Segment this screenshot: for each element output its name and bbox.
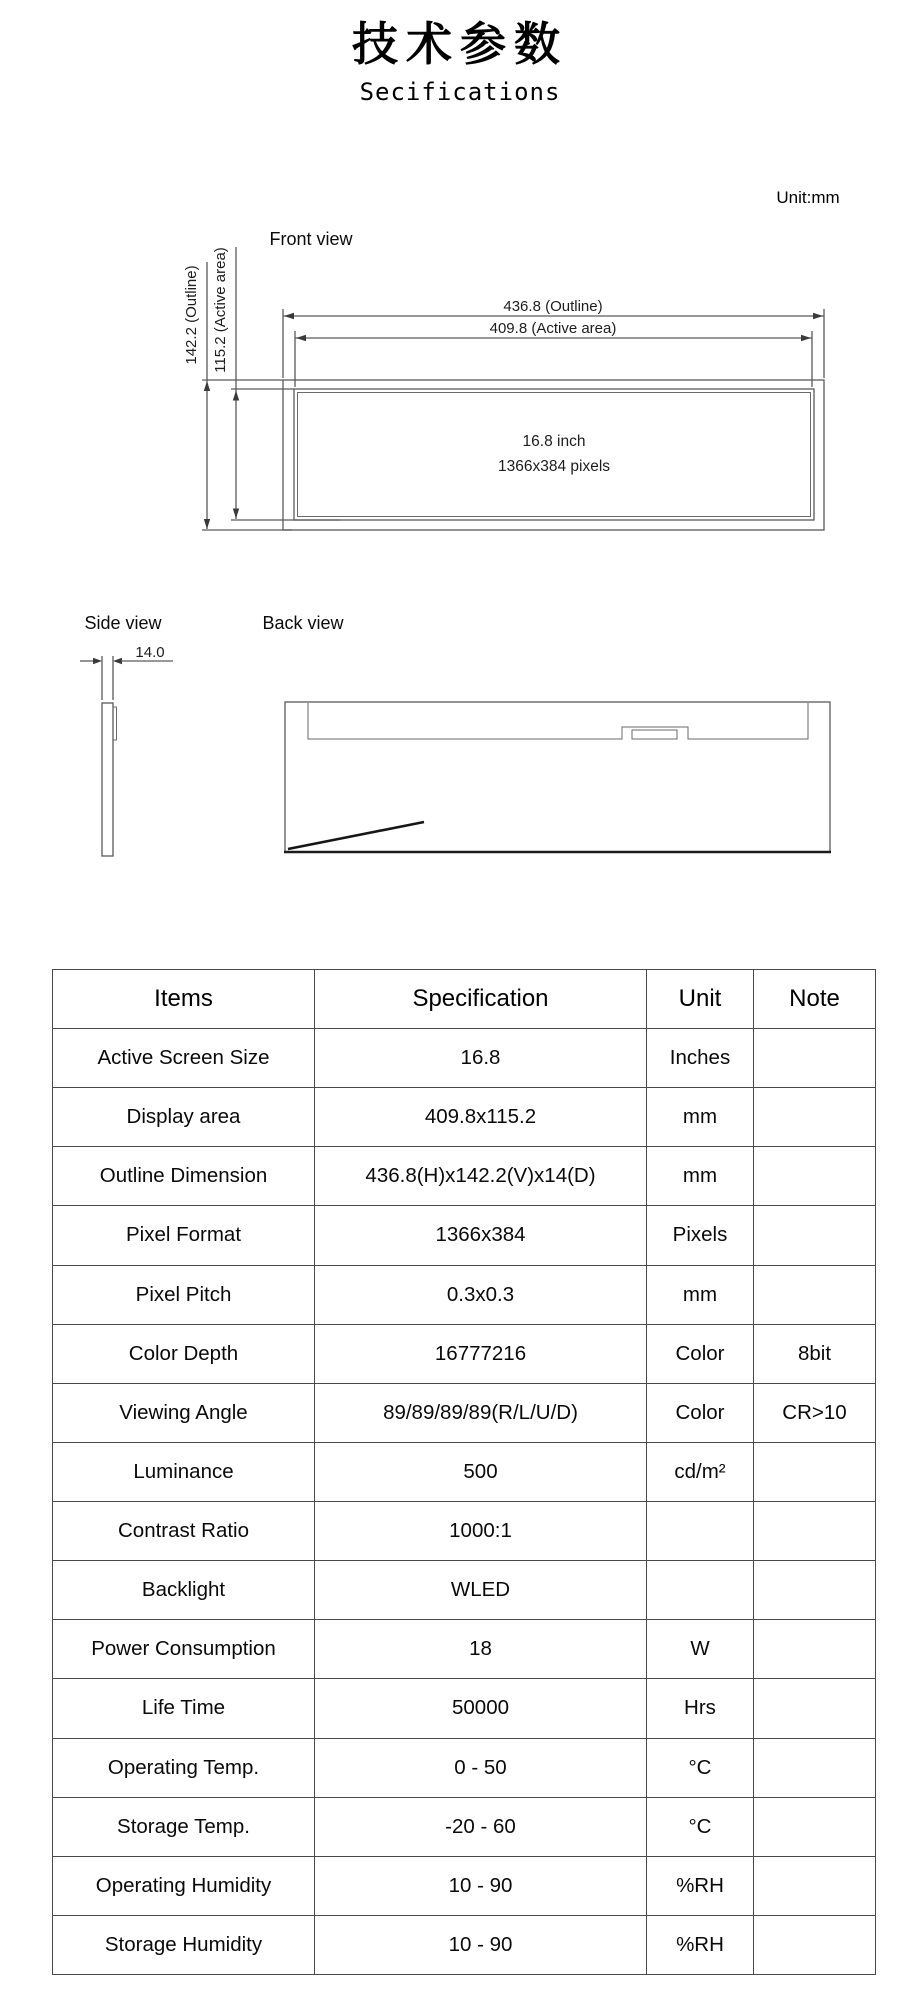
cell-item: Pixel Pitch [53,1265,315,1324]
table-row [53,1797,876,1856]
cell-item: Operating Humidity [53,1856,315,1915]
table-row [53,1206,876,1265]
cell-note: CR>10 [754,1383,876,1442]
side-panel-shape [102,703,113,856]
front-active-area-rect [294,389,814,520]
header-specification: Specification [315,970,647,1029]
front-active-height-dim: 115.2 (Active area) [212,247,229,373]
header-unit: Unit [647,970,754,1029]
back-connector [632,730,677,739]
cell-item: Contrast Ratio [53,1502,315,1561]
back-panel-rect [285,702,830,852]
back-view-label: Back view [262,613,344,633]
header-note: Note [754,970,876,1029]
spec-table [52,969,876,1975]
cell-unit: %RH [647,1856,754,1915]
cell-spec: 436.8(H)x142.2(V)x14(D) [315,1147,647,1206]
table-row [53,1561,876,1620]
cell-spec: 18 [315,1620,647,1679]
cell-item: Display area [53,1088,315,1147]
cell-spec: 16.8 [315,1029,647,1088]
cell-unit: Color [647,1383,754,1442]
cell-unit: °C [647,1738,754,1797]
side-view-label: Side view [84,613,162,633]
cell-unit: W [647,1620,754,1679]
cell-unit: °C [647,1797,754,1856]
cell-note [754,1206,876,1265]
cell-note [754,1738,876,1797]
cell-item: Outline Dimension [53,1147,315,1206]
cell-spec: 1000:1 [315,1502,647,1561]
cell-item: Backlight [53,1561,315,1620]
cell-note [754,1265,876,1324]
cell-spec: 10 - 90 [315,1915,647,1974]
table-row [53,1324,876,1383]
page-subtitle: Secifications [359,78,561,106]
table-row [53,1502,876,1561]
cell-unit: %RH [647,1915,754,1974]
cell-spec: 89/89/89/89(R/L/U/D) [315,1383,647,1442]
cell-note [754,1797,876,1856]
cell-note [754,1915,876,1974]
cell-note [754,1679,876,1738]
table-row [53,1088,876,1147]
cell-spec: 10 - 90 [315,1856,647,1915]
cell-note [754,1442,876,1501]
front-active-width-dim: 409.8 (Active area) [489,320,617,337]
cell-unit: Color [647,1324,754,1383]
table-row [53,1856,876,1915]
cell-unit: mm [647,1088,754,1147]
cell-item: Life Time [53,1679,315,1738]
cell-spec: -20 - 60 [315,1797,647,1856]
cell-note [754,1029,876,1088]
back-inner-recess [308,703,808,739]
spec-table-container [52,969,876,1975]
cell-note [754,1502,876,1561]
header-items: Items [53,970,315,1029]
unit-note: Unit:mm [776,188,840,207]
back-film-line [288,822,424,849]
table-row [53,1265,876,1324]
cell-spec: 500 [315,1442,647,1501]
cell-note [754,1620,876,1679]
table-header-row [53,970,876,1029]
table-row [53,1915,876,1974]
cell-item: Active Screen Size [53,1029,315,1088]
spec-table-body [53,1029,876,1975]
table-row [53,1679,876,1738]
front-outline-height-dim: 142.2 (Outline) [183,265,200,365]
cell-item: Color Depth [53,1324,315,1383]
cell-spec: 50000 [315,1679,647,1738]
cell-note [754,1147,876,1206]
technical-drawings [0,0,920,940]
table-row [53,1029,876,1088]
cell-item: Viewing Angle [53,1383,315,1442]
cell-spec: WLED [315,1561,647,1620]
table-row [53,1442,876,1501]
front-view-label: Front view [269,229,353,249]
cell-unit: Pixels [647,1206,754,1265]
cell-item: Pixel Format [53,1206,315,1265]
page-title: 技术参数 [352,18,568,70]
cell-spec: 1366x384 [315,1206,647,1265]
table-row [53,1383,876,1442]
cell-note [754,1856,876,1915]
cell-spec: 409.8x115.2 [315,1088,647,1147]
front-outline-rect [283,380,824,530]
panel-resolution-text: 1366x384 pixels [497,458,611,475]
cell-note [754,1561,876,1620]
cell-unit [647,1502,754,1561]
table-row [53,1147,876,1206]
cell-spec: 0.3x0.3 [315,1265,647,1324]
cell-item: Storage Humidity [53,1915,315,1974]
front-active-area-inner-rect [298,393,811,517]
cell-unit: Inches [647,1029,754,1088]
table-row [53,1738,876,1797]
cell-spec: 0 - 50 [315,1738,647,1797]
cell-unit [647,1561,754,1620]
cell-item: Storage Temp. [53,1797,315,1856]
cell-spec: 16777216 [315,1324,647,1383]
panel-size-text: 16.8 inch [522,433,586,450]
cell-item: Operating Temp. [53,1738,315,1797]
front-outline-width-dim: 436.8 (Outline) [503,298,603,315]
cell-note [754,1088,876,1147]
cell-item: Luminance [53,1442,315,1501]
cell-unit: cd/m² [647,1442,754,1501]
cell-note: 8bit [754,1324,876,1383]
cell-unit: Hrs [647,1679,754,1738]
cell-item: Power Consumption [53,1620,315,1679]
cell-unit: mm [647,1147,754,1206]
table-row [53,1620,876,1679]
cell-unit: mm [647,1265,754,1324]
side-thickness-dim: 14.0 [135,644,165,661]
